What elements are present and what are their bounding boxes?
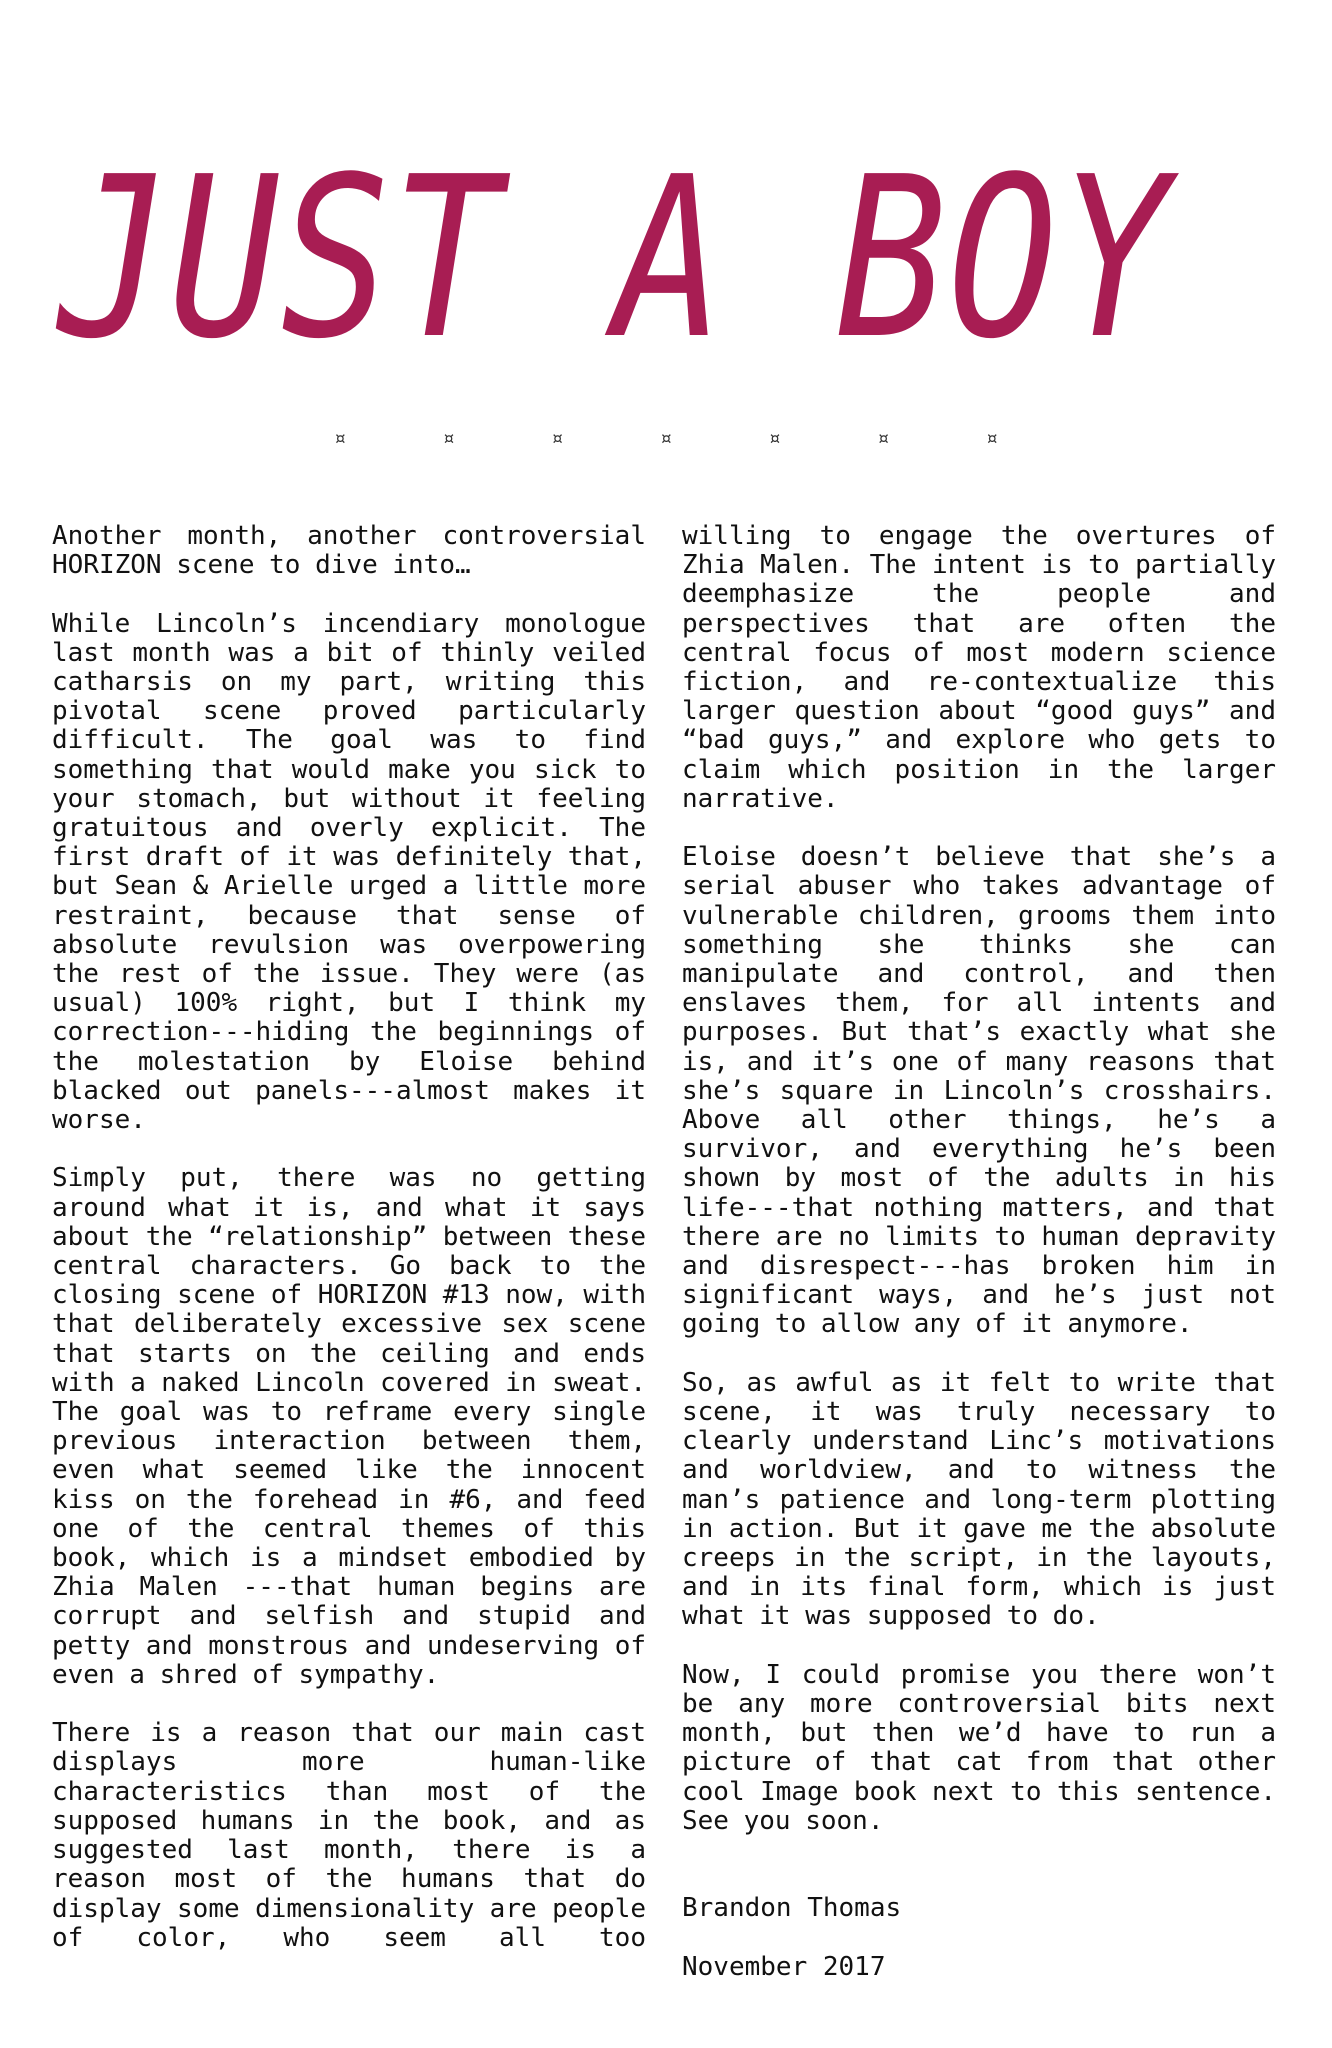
ornament-glyph: ¤ <box>985 426 998 450</box>
paragraph: Eloise doesn’t believe that she’s a serial abuser who takes advantage of vulnerable children, grooms them into something she thinks she can manipulate and control, and then enslaves them, for all intents and purposes. But that’s exactly what she is, and it’s one of many reasons that she’s square in Lincoln’s crosshairs. Above all other things, he’s a survivor, and everything he’s been shown by most of the adults in his life---that nothing matters, and that there are no limits to human depravity and disrespect---has broken him in significant ways, and he’s just not going to allow any of it anymore. <box>682 842 1276 1340</box>
page-title: JUST A BOY <box>58 130 1171 388</box>
ornament-divider <box>330 428 1002 448</box>
text-column-left <box>52 522 646 1982</box>
text-column-right <box>682 522 1276 2011</box>
ornament-glyph: ¤ <box>659 426 672 450</box>
paragraph: So, as awful as it felt to write that scene, it was truly necessary to clearly understand Linc’s motivations and worldview, and to witness the man’s patience and long-term plotting in action. But it gave me the absolute creeps in the script, in the layouts, and in its final form, which is just what it was supposed to do. <box>682 1367 1276 1632</box>
ornament-glyph: ¤ <box>442 426 455 450</box>
signature-block <box>682 1865 1276 2011</box>
ornament-glyph: ¤ <box>768 426 781 450</box>
paragraph: While Lincoln’s incendiary monologue last month was a bit of thinly veiled catharsis on my part, writing this pivotal scene proved particularly difficult. The goal was to find something that would make you sick to your stomach, but without it feeling gratuitous and overly explicit. The first draft of it was definitely that, but Sean & Arielle urged a little more restraint, because that sense of absolute revulsion was overpowering the rest of the issue. They were (as usual) 100% right, but I think my correction---hiding the beginnings of the molestation by Eloise behind blacked out panels---almost makes it worse. <box>52 608 646 1136</box>
author-name: Brandon Thomas <box>682 1893 902 1924</box>
ornament-glyph: ¤ <box>551 426 564 450</box>
signature-date: November 2017 <box>682 1951 886 1982</box>
ornament-glyph: ¤ <box>877 426 890 450</box>
paragraph: Simply put, there was no getting around what it is, and what it says about the “relationship” between these central characters. Go back to the closing scene of HORIZON #13 now, with that deliberately excessive sex scene that starts on the ceiling and ends with a naked Lincoln covered in sweat. The goal was to reframe every single previous interaction between them, even what seemed like the innocent kiss on the forehead in #6, and feed one of the central themes of this book, which is a mindset embodied by Zhia Malen ---that human begins are corrupt and selfish and stupid and petty and monstrous and undeserving of even a shred of sympathy. <box>52 1163 646 1690</box>
ornament-glyph: ¤ <box>333 426 347 450</box>
paragraph: Another month, another controversial HORIZON scene to dive into… <box>52 521 646 581</box>
paragraph: There is a reason that our main cast displays more human-like characteristics than most of the supposed humans in the book, and as suggested last month, there is a reason most of the humans that do display some dimensionality are people of color, who seem all too <box>52 1718 646 1953</box>
paragraph: Now, I could promise you there won’t be any more controversial bits next month, but then we’d have to run a picture of that cat from that other cool Image book next to this sentence. See you soon. <box>682 1659 1276 1836</box>
paragraph: willing to engage the overtures of Zhia Malen. The intent is to partially deemphasize the people and perspectives that are often the central focus of most modern science fiction, and re-contextualize this larger question about “good guys” and “bad guys,” and explore who gets to claim which position in the larger narrative. <box>682 521 1276 814</box>
